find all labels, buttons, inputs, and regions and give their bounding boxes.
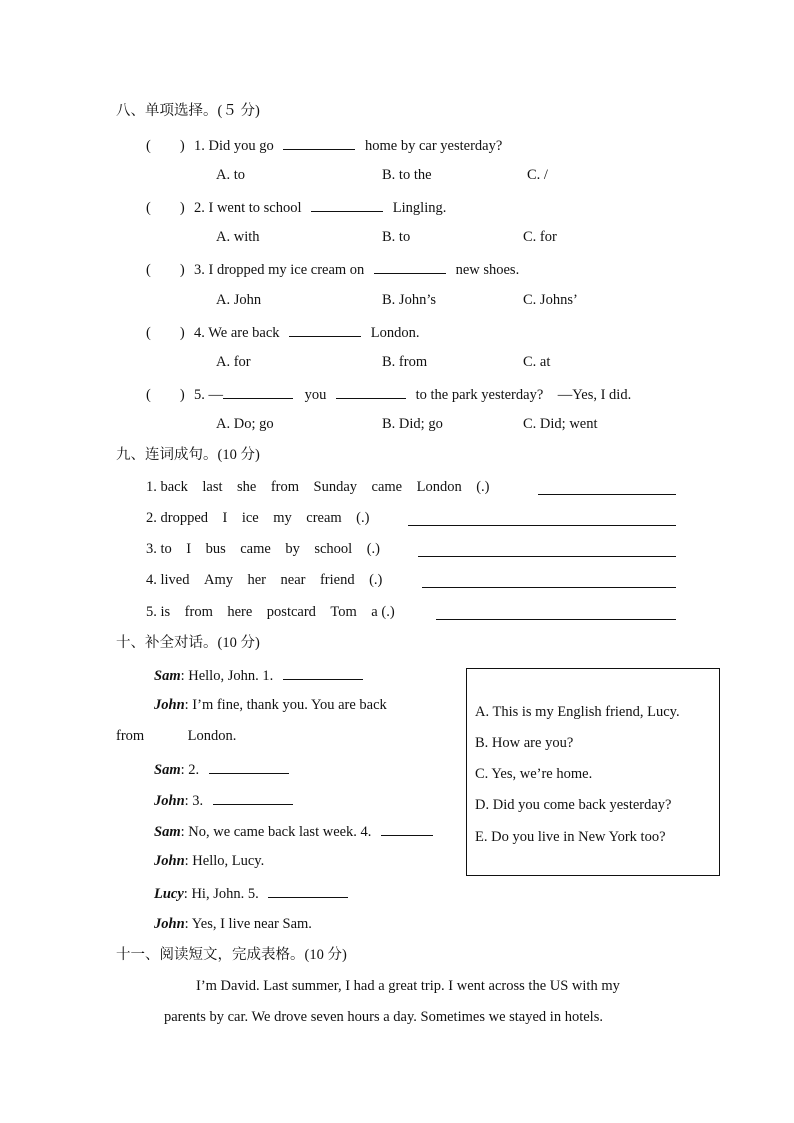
dialogue-line-3 xyxy=(154,759,289,779)
word-list: 3. to I bus came by school (.) xyxy=(146,541,380,557)
option-c: C. at xyxy=(523,354,551,370)
dialogue-line-1 xyxy=(154,665,363,685)
section-10-title: 十、补全对话。(10 分) xyxy=(116,635,260,651)
dialogue-text: : 3. xyxy=(184,793,204,809)
word-list: 2. dropped I ice my cream (.) xyxy=(146,510,370,526)
question-2 xyxy=(146,197,446,217)
answer-blank[interactable] xyxy=(223,384,293,399)
dialogue-text: : Hi, John. 5. xyxy=(183,886,259,902)
question-text: home by car yesterday? xyxy=(365,138,503,154)
speaker: John xyxy=(154,793,185,809)
option-a: A. Do; go xyxy=(216,416,274,432)
dialogue-line-5 xyxy=(154,821,433,841)
answer-paren[interactable]: ( ) xyxy=(146,387,185,403)
dialogue-text: : I’m fine, thank you. You are back xyxy=(184,697,387,713)
answer-paren[interactable]: ( ) xyxy=(146,325,185,341)
option-a: A. with xyxy=(216,229,260,245)
word-order-item-5 xyxy=(146,603,395,621)
answer-blank[interactable] xyxy=(374,259,446,274)
option-c: C. Did; went xyxy=(523,416,598,432)
dialogue-line-2 xyxy=(154,696,387,714)
answer-paren[interactable]: ( ) xyxy=(146,138,185,154)
option-c: C. / xyxy=(527,167,548,183)
question-text: 5. — xyxy=(194,387,223,403)
dialogue-line-6 xyxy=(154,852,264,870)
option-a: A. John xyxy=(216,292,262,308)
dialogue-line-7 xyxy=(154,883,348,903)
answer-blank[interactable] xyxy=(209,759,289,774)
word-order-item-3 xyxy=(146,540,380,558)
options-box xyxy=(466,668,720,876)
dialogue-text: : Yes, I live near Sam. xyxy=(184,916,312,932)
question-text: 3. I dropped my ice cream on xyxy=(194,262,365,278)
option-b: B. to xyxy=(382,229,411,245)
section-8-title: 八、单项选择。(５ 分) xyxy=(116,103,260,119)
option-b: B. from xyxy=(382,354,428,370)
question-5 xyxy=(146,384,631,404)
dialogue-text: : 2. xyxy=(180,762,200,778)
answer-line[interactable] xyxy=(538,480,676,495)
passage-line-1: I’m David. Last summer, I had a great trip. I went across the US with my xyxy=(196,978,620,994)
option-a: A. This is my English friend, Lucy. xyxy=(475,704,680,720)
speaker: Sam xyxy=(154,668,181,684)
answer-blank[interactable] xyxy=(289,322,361,337)
speaker: John xyxy=(154,916,185,932)
answer-paren[interactable]: ( ) xyxy=(146,200,185,216)
word-order-item-4 xyxy=(146,571,382,589)
option-c: C. Johns’ xyxy=(523,292,578,308)
question-text: 2. I went to school xyxy=(194,200,302,216)
answer-line[interactable] xyxy=(408,511,676,526)
word-order-item-2 xyxy=(146,509,369,527)
question-3 xyxy=(146,259,519,279)
option-e: E. Do you live in New York too? xyxy=(475,829,666,845)
section-11-title: 十一、阅读短文，完成表格。(10 分) xyxy=(116,947,347,963)
question-text: London. xyxy=(370,325,420,341)
word-list: 1. back last she from Sunday came London (.) xyxy=(146,479,490,495)
option-b: B. How are you? xyxy=(475,735,574,751)
answer-blank[interactable] xyxy=(336,384,406,399)
option-c: C. for xyxy=(523,229,557,245)
dialogue-line-8 xyxy=(154,915,312,933)
dialogue-text: : Hello, John. 1. xyxy=(180,668,274,684)
speaker: John xyxy=(154,697,185,713)
word-list: 5. is from here postcard Tom a (.) xyxy=(146,604,395,620)
question-text: 4. We are back xyxy=(194,325,280,341)
speaker: Sam xyxy=(154,824,181,840)
speaker: Lucy xyxy=(154,886,184,902)
answer-line[interactable] xyxy=(418,542,676,557)
word-order-item-1 xyxy=(146,478,490,496)
answer-line[interactable] xyxy=(436,605,676,620)
dialogue-text: from London. xyxy=(116,728,237,744)
answer-blank[interactable] xyxy=(381,821,433,836)
word-list: 4. lived Amy her near friend (.) xyxy=(146,572,383,588)
answer-line[interactable] xyxy=(422,573,676,588)
section-9-title: 九、连词成句。(10 分) xyxy=(116,447,260,463)
answer-blank[interactable] xyxy=(311,197,383,212)
question-4 xyxy=(146,322,420,342)
question-text: to the park yesterday? —Yes, I did. xyxy=(415,387,632,403)
question-text: Lingling. xyxy=(392,200,447,216)
option-d: D. Did you come back yesterday? xyxy=(475,797,672,813)
option-b: B. Did; go xyxy=(382,416,443,432)
dialogue-line-4 xyxy=(154,790,293,810)
option-a: A. for xyxy=(216,354,251,370)
option-a: A. to xyxy=(216,167,245,183)
answer-blank[interactable] xyxy=(213,790,293,805)
passage-line-2: parents by car. We drove seven hours a day. Sometimes we stayed in hotels. xyxy=(164,1009,603,1025)
option-b: B. John’s xyxy=(382,292,436,308)
dialogue-text: : No, we came back last week. 4. xyxy=(180,824,372,840)
dialogue-text: : Hello, Lucy. xyxy=(184,853,265,869)
answer-paren[interactable]: ( ) xyxy=(146,262,185,278)
question-text: new shoes. xyxy=(455,262,520,278)
answer-blank[interactable] xyxy=(268,883,348,898)
dialogue-line-2-cont xyxy=(116,727,236,745)
answer-blank[interactable] xyxy=(283,135,355,150)
answer-blank[interactable] xyxy=(283,665,363,680)
question-text: 1. Did you go xyxy=(194,138,274,154)
speaker: Sam xyxy=(154,762,181,778)
question-1 xyxy=(146,135,502,155)
option-c: C. Yes, we’re home. xyxy=(475,766,593,782)
speaker: John xyxy=(154,853,185,869)
question-text: you xyxy=(304,387,327,403)
option-b: B. to the xyxy=(382,167,432,183)
